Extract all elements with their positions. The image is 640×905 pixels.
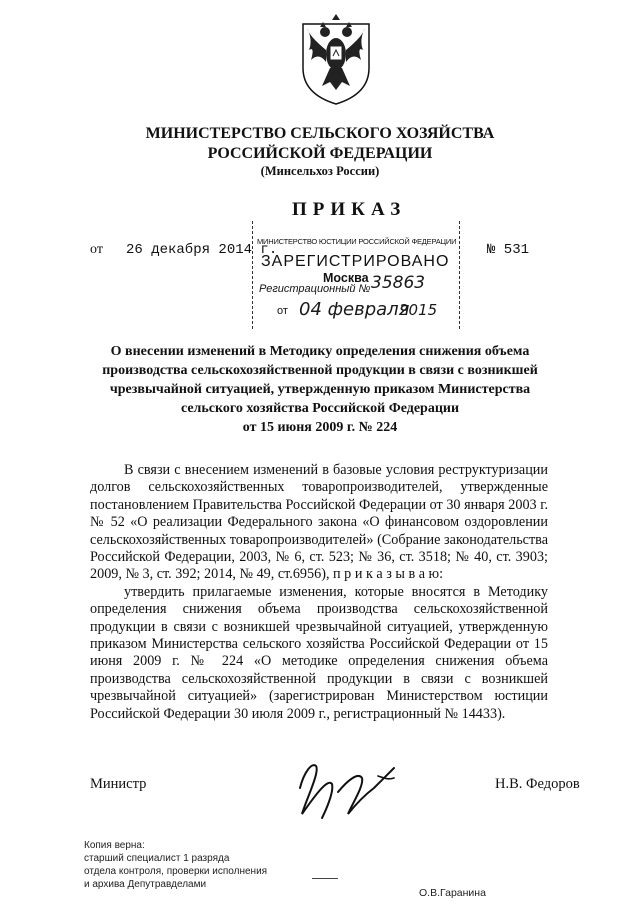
ministry-heading — [0, 124, 640, 164]
signatory-name: Н.В. Федоров — [495, 776, 580, 792]
order-body — [90, 462, 548, 723]
signatory-position: Министр — [90, 776, 147, 792]
order-date: 26 декабря 2014 г. — [126, 242, 278, 258]
copy-signature-line — [312, 878, 338, 879]
order-title — [90, 342, 550, 437]
title-line-4: сельского хозяйства Российской Федерации — [180, 401, 460, 416]
stamp-reg-number: 35863 — [371, 273, 426, 293]
ministry-short-name: (Минсельхоз России) — [260, 164, 380, 178]
ministry-line-1: МИНИСТЕРСТВО СЕЛЬСКОГО ХОЗЯЙСТВА — [145, 125, 495, 142]
stamp-ministry-line: МИНИСТЕРСТВО ЮСТИЦИИ РОССИЙСКОЙ ФЕДЕРАЦИИ — [257, 237, 457, 246]
body-paragraph-1: В связи с внесением изменений в базовые условия реструктуризации долгов сельскохозяйственных товаропроизводителей, утвержденные постановлением Правительства Российской Федерации от 30 января 2003 г. № 52 «О реализации Федерального закона «О финансовом оздоровлении сельскохозяйственных товаропроизводителей» (Собрание законодательства Российской Федерации, 2003, № 6, ст. 523; № 36, ст. 3518; № 40, ст. 3903; 2009, № 3, ст. 392; 2014, № 49, ст.6956), п р и к а з ы в а ю: — [90, 462, 548, 583]
stamp-year: 2015 — [399, 301, 438, 319]
body-paragraph-2: утвердить прилагаемые изменения, которые вносятся в Методику определения снижения объема производства сельскохозяйственной продукции в связи с возникшей чрезвычайной ситуацией, утвержденную приказом Министерства сельского хозяйства Российской Федерации от 15 июня 2009 г. № 224 «О методике определения снижения объема производства сельскохозяйственной продукции в связи с возникшей чрезвычайной ситуацией» (зарегистрирован Министерством юстиции Российской Федерации 30 июля 2009 г., регистрационный № 14433). — [90, 583, 548, 722]
copy-line-2: старший специалист 1 разряда — [84, 853, 230, 864]
coat-of-arms-icon — [297, 10, 375, 106]
registration-stamp — [252, 221, 460, 329]
document-type: ПРИКАЗ — [292, 199, 407, 220]
copy-line-4: и архива Депутравделами — [84, 879, 207, 890]
handwritten-signature-icon — [282, 748, 412, 832]
title-line-1: О внесении изменений в Методику определения снижения объема — [110, 344, 530, 359]
copy-certifier-name: О.В.Гаранина — [419, 887, 486, 899]
stamp-registered-label: ЗАРЕГИСТРИРОВАНО — [261, 253, 450, 270]
copy-line-3: отдела контроля, проверки исполнения — [84, 866, 268, 877]
stamp-date-prefix: от — [277, 305, 288, 317]
date-prefix: от — [90, 242, 103, 257]
copy-line-1: Копия верна: — [84, 840, 145, 851]
ministry-line-2: РОССИЙСКОЙ ФЕДЕРАЦИИ — [207, 145, 433, 162]
title-line-2: производства сельскохозяйственной продукции в связи с возникшей — [102, 363, 538, 378]
title-line-3: чрезвычайной ситуацией, утвержденную приказом Министерства — [109, 382, 531, 397]
stamp-city: Москва — [323, 271, 369, 285]
stamp-date: 04 февраля — [299, 299, 410, 320]
copy-certification — [84, 839, 267, 891]
title-line-5: от 15 июня 2009 г. № 224 — [242, 420, 398, 435]
stamp-reg-label: Регистрационный № — [259, 283, 371, 295]
order-number: № 531 — [487, 242, 530, 258]
